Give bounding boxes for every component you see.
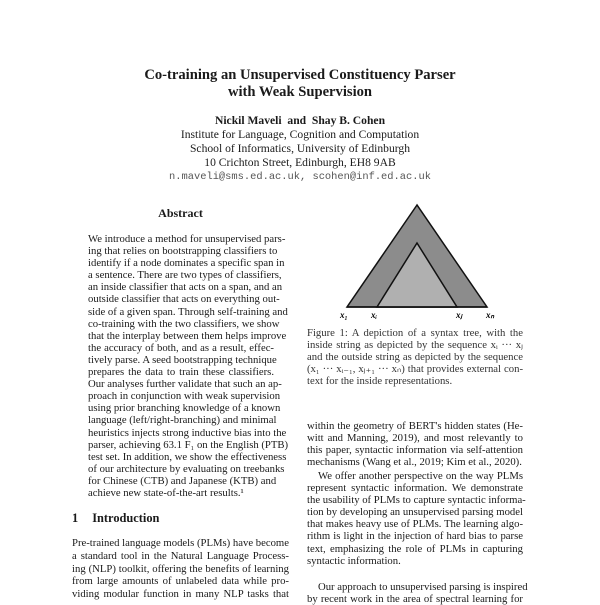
body-paragraph [307, 470, 526, 567]
text-line: and the outside string as depicted by the sequence [307, 351, 523, 364]
text-line: outside classifier that acts on everything out- [88, 293, 280, 306]
affiliation-line: 10 Crichton Street, Edinburgh, EH8 9AB [204, 156, 396, 169]
text-line: co-training with the two classifiers, we show [88, 317, 280, 330]
author-names: Nickil Maveli and Shay B. Cohen [214, 114, 386, 127]
affiliation-line: School of Informatics, University of Edinburgh [189, 142, 411, 155]
text-line: Our analyses further validate that such an ap- [88, 378, 282, 391]
text-line: a standard tool in the Natural Language Process- [72, 549, 289, 562]
section-heading-introduction [72, 511, 173, 526]
text-line: mechanisms (Wang et al., 2019; Kim et al., 2020). [307, 456, 522, 469]
author-emails: n.maveli@sms.ed.ac.uk, scohen@inf.ed.ac.uk [169, 171, 431, 183]
text-line: Pre-trained language models (PLMs) have become [72, 537, 289, 549]
abstract-body [88, 233, 289, 499]
text-line: of our architecture by evaluating on treebanks [88, 462, 285, 475]
label-xi: xᵢ [371, 310, 378, 320]
text-line: language (left/right-branching) and minimal [88, 414, 277, 427]
text-line: witt and Manning, 2019), and most relevantly to [307, 432, 523, 445]
text-line: syntactic information. [307, 554, 401, 567]
text-line: an inside classifier that acts on a span, and an [88, 281, 283, 294]
text-line: tion by developing an unsupervised parsing model [307, 506, 523, 519]
text-line: (x₁ ··· xᵢ₋₁, xⱼ₊₁ ··· xₙ) that provides external con- [307, 363, 523, 376]
label-xn: xₙ [486, 310, 495, 320]
text-line: the accuracy of both, and as a result, effec- [88, 341, 274, 354]
title-line: with Weak Supervision [227, 84, 373, 100]
text-line: that the interplay between them helps improve [88, 329, 287, 342]
text-line: heuristics injects strong inductive bias into the [88, 426, 287, 439]
text-line: Our approach to unsupervised parsing is inspired [318, 581, 528, 593]
abstract-heading: Abstract [158, 206, 203, 220]
section-title: Introduction [92, 511, 160, 525]
syntax-tree-figure [300, 195, 550, 320]
text-line: side of a given span. Through self-training and [88, 305, 288, 318]
text-line: text for the inside representations. [307, 375, 453, 388]
section-number: 1 [72, 511, 79, 525]
text-line: tively parse. A seed bootstrapping technique [88, 353, 277, 366]
text-line: achieve new state-of-the-art results.¹ [88, 486, 244, 499]
label-x1: x₁ [340, 310, 348, 320]
text-line: text, emphasizing the role of PLMs in capturing [307, 542, 523, 555]
text-line: a sentence. There are two types of classifiers, [88, 269, 282, 282]
figure-caption [307, 327, 523, 387]
text-line: prepares the data to train these classifiers. [88, 366, 274, 379]
text-line: We offer another perspective on the way PLMs [318, 470, 523, 482]
text-line: represent syntactic information. We demonstrate [307, 482, 523, 495]
author-block [0, 114, 600, 184]
text-line: Figure 1: A depiction of a syntax tree, with the [307, 327, 523, 339]
text-line: this paper, syntactic information via self-attention [307, 444, 523, 457]
text-line: test set. In addition, we show the effectiveness [88, 450, 287, 463]
text-line: rithm is light in the injection of hard bias to parse [307, 530, 523, 543]
text-line: proach in conjunction with weak supervision [88, 390, 281, 403]
text-line: using prior branching knowledge of a known [88, 402, 281, 415]
introduction-body [72, 537, 289, 601]
text-line: identify if a node dominates a specific span in [88, 257, 285, 270]
paper-title [0, 67, 600, 101]
text-line: inside string as depicted by the sequence xᵢ ··· xⱼ [307, 339, 523, 352]
text-line: that makes heavy use of PLMs. The learning algo- [307, 518, 523, 531]
affiliation-line: Institute for Language, Cognition and Computation [180, 128, 420, 141]
text-line: by recent work in the area of spectral learning for [307, 593, 523, 605]
text-line: ing (NLP) toolkit, offering the benefits of learning [72, 562, 289, 575]
text-line: the usability of PLMs to capture syntactic informa- [307, 494, 526, 507]
text-line: for Chinese (CTB) and Japanese (KTB) and [88, 474, 277, 487]
text-line: parser, achieving 63.1 F₁ on the English (PTB) [88, 438, 289, 451]
title-line: Co-training an Unsupervised Constituency Parser [144, 67, 456, 83]
text-line: within the geometry of BERT's hidden states (He- [307, 420, 523, 432]
text-line: ing that relies on bootstrapping classifiers to [88, 245, 278, 258]
label-xj: xⱼ [456, 310, 463, 320]
body-paragraph [307, 420, 523, 468]
text-line: We introduce a method for unsupervised pars- [88, 233, 286, 245]
text-line: viding modular function in many NLP tasks that [72, 588, 289, 601]
body-paragraph [307, 581, 528, 605]
text-line: from large amounts of unlabeled data while pro- [72, 575, 289, 588]
